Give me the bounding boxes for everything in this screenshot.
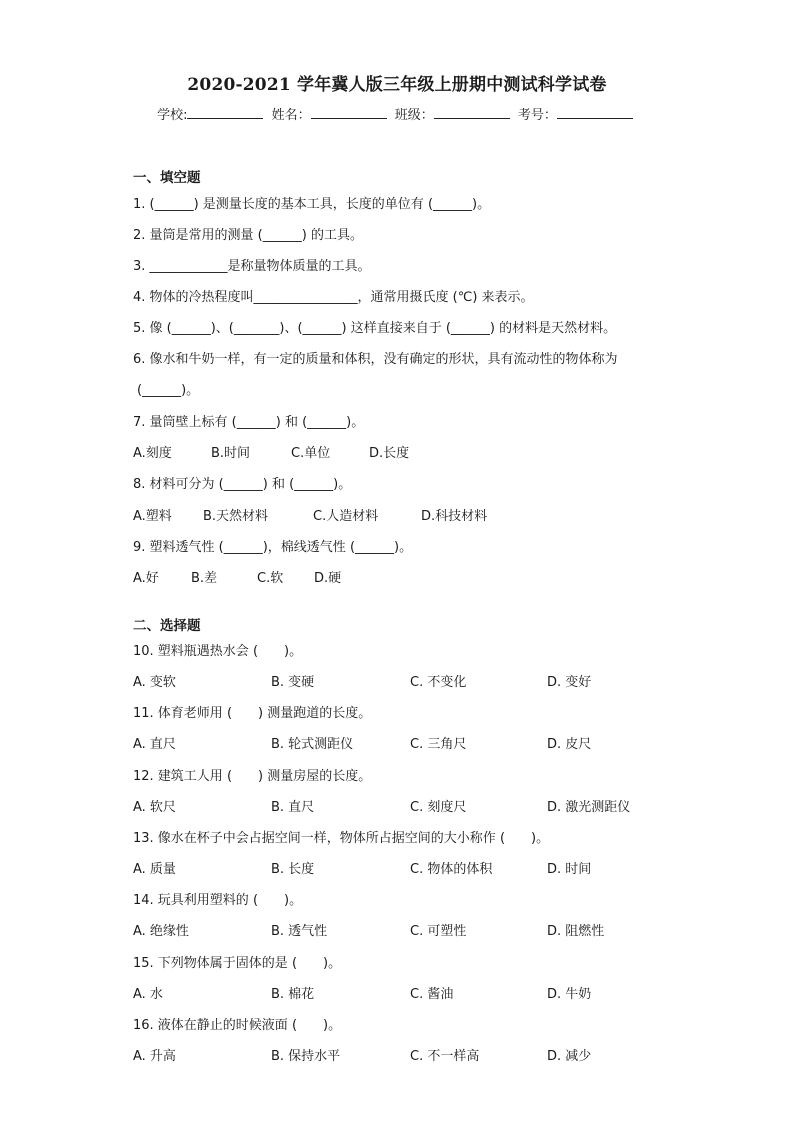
option[interactable]: D.科技材料	[421, 509, 488, 524]
option[interactable]: C.软	[257, 571, 284, 586]
question-11: 11. 体育老师用 ( ) 测量跑道的长度。	[133, 706, 372, 721]
option[interactable]: A. 升高	[133, 1049, 176, 1064]
option[interactable]: D. 激光测距仪	[547, 800, 631, 815]
option[interactable]: D. 牛奶	[547, 987, 592, 1002]
question-2: 2. 量筒是常用的测量 (______) 的工具。	[133, 228, 363, 243]
option[interactable]: C. 不变化	[410, 675, 467, 690]
option[interactable]: A.好	[133, 571, 159, 586]
option[interactable]: A. 水	[133, 987, 163, 1002]
question-15: 15. 下列物体属于固体的是 ( )。	[133, 956, 342, 971]
option[interactable]: B.天然材料	[203, 509, 269, 524]
option[interactable]: A. 直尺	[133, 737, 176, 752]
option[interactable]: A. 绝缘性	[133, 924, 189, 939]
option[interactable]: C. 酱油	[410, 987, 454, 1002]
option[interactable]: B. 长度	[271, 862, 315, 877]
number-field[interactable]	[557, 105, 633, 119]
option[interactable]: A. 变软	[133, 675, 176, 690]
question-14: 14. 玩具利用塑料的 ( )。	[133, 893, 303, 908]
option[interactable]: B. 透气性	[271, 924, 328, 939]
section-heading-multiple-choice: 二、选择题	[133, 618, 201, 634]
option[interactable]: B. 棉花	[271, 987, 315, 1002]
option[interactable]: C. 三角尺	[410, 737, 467, 752]
option[interactable]: A. 软尺	[133, 800, 176, 815]
question-1: 1. (______) 是测量长度的基本工具，长度的单位有 (______)。	[133, 197, 491, 212]
option[interactable]: A. 质量	[133, 862, 176, 877]
class-label: 班级：	[394, 108, 434, 123]
question-8: 8. 材料可分为 (______) 和 (______)。	[133, 477, 352, 492]
section-heading-fill-in: 一、填空题	[133, 170, 201, 186]
school-field[interactable]	[187, 105, 263, 119]
option[interactable]: B. 保持水平	[271, 1049, 341, 1064]
option[interactable]: D.硬	[314, 571, 342, 586]
question-12: 12. 建筑工人用 ( ) 测量房屋的长度。	[133, 769, 372, 784]
option[interactable]: A.塑料	[133, 509, 172, 524]
question-16: 16. 液体在静止的时候液面 ( )。	[133, 1018, 342, 1033]
option[interactable]: B.差	[191, 571, 218, 586]
school-label: 学校:	[157, 108, 188, 123]
option[interactable]: C. 刻度尺	[410, 800, 467, 815]
option[interactable]: B.时间	[211, 446, 251, 461]
question-10: 10. 塑料瓶遇热水会 ( )。	[133, 644, 303, 659]
option[interactable]: A.刻度	[133, 446, 172, 461]
option[interactable]: D.长度	[369, 446, 410, 461]
option[interactable]: C.人造材料	[313, 509, 379, 524]
question-9: 9. 塑料透气性 (______)，棉线透气性 (______)。	[133, 540, 413, 555]
option[interactable]: D. 变好	[547, 675, 592, 690]
option[interactable]: D. 时间	[547, 862, 592, 877]
option[interactable]: B. 变硬	[271, 675, 315, 690]
option[interactable]: D. 皮尺	[547, 737, 592, 752]
number-label: 考号：	[517, 108, 557, 123]
question-7: 7. 量筒壁上标有 (______) 和 (______)。	[133, 415, 365, 430]
option[interactable]: D. 减少	[547, 1049, 592, 1064]
option[interactable]: C. 物体的体积	[410, 862, 493, 877]
option[interactable]: B. 轮式测距仪	[271, 737, 354, 752]
option[interactable]: C. 可塑性	[410, 924, 467, 939]
student-info-row	[0, 104, 794, 123]
option[interactable]: C.单位	[291, 446, 331, 461]
question-13: 13. 像水在杯子中会占据空间一样，物体所占据空间的大小称作 ( )。	[133, 831, 550, 846]
class-field[interactable]	[434, 105, 510, 119]
name-field[interactable]	[311, 105, 387, 119]
name-label: 姓名：	[271, 108, 311, 123]
option[interactable]: B. 直尺	[271, 800, 315, 815]
question-4: 4. 物体的冷热程度叫________________，通常用摄氏度 (℃) 来表示。	[133, 290, 534, 305]
question-5: 5. 像 (______)、(_______)、(______) 这样直接来自于 (______) 的材料是天然材料。	[133, 321, 617, 336]
question-6-line-1: 6. 像水和牛奶一样，有一定的质量和体积，没有确定的形状，具有流动性的物体称为	[133, 352, 618, 367]
question-6-line-2: (______)。	[137, 383, 200, 398]
question-3: 3. ____________是称量物体质量的工具。	[133, 259, 371, 274]
option[interactable]: D. 阻燃性	[547, 924, 605, 939]
option[interactable]: C. 不一样高	[410, 1049, 480, 1064]
page-title: 2020-2021 学年冀人版三年级上册期中测试科学试卷	[187, 75, 607, 95]
